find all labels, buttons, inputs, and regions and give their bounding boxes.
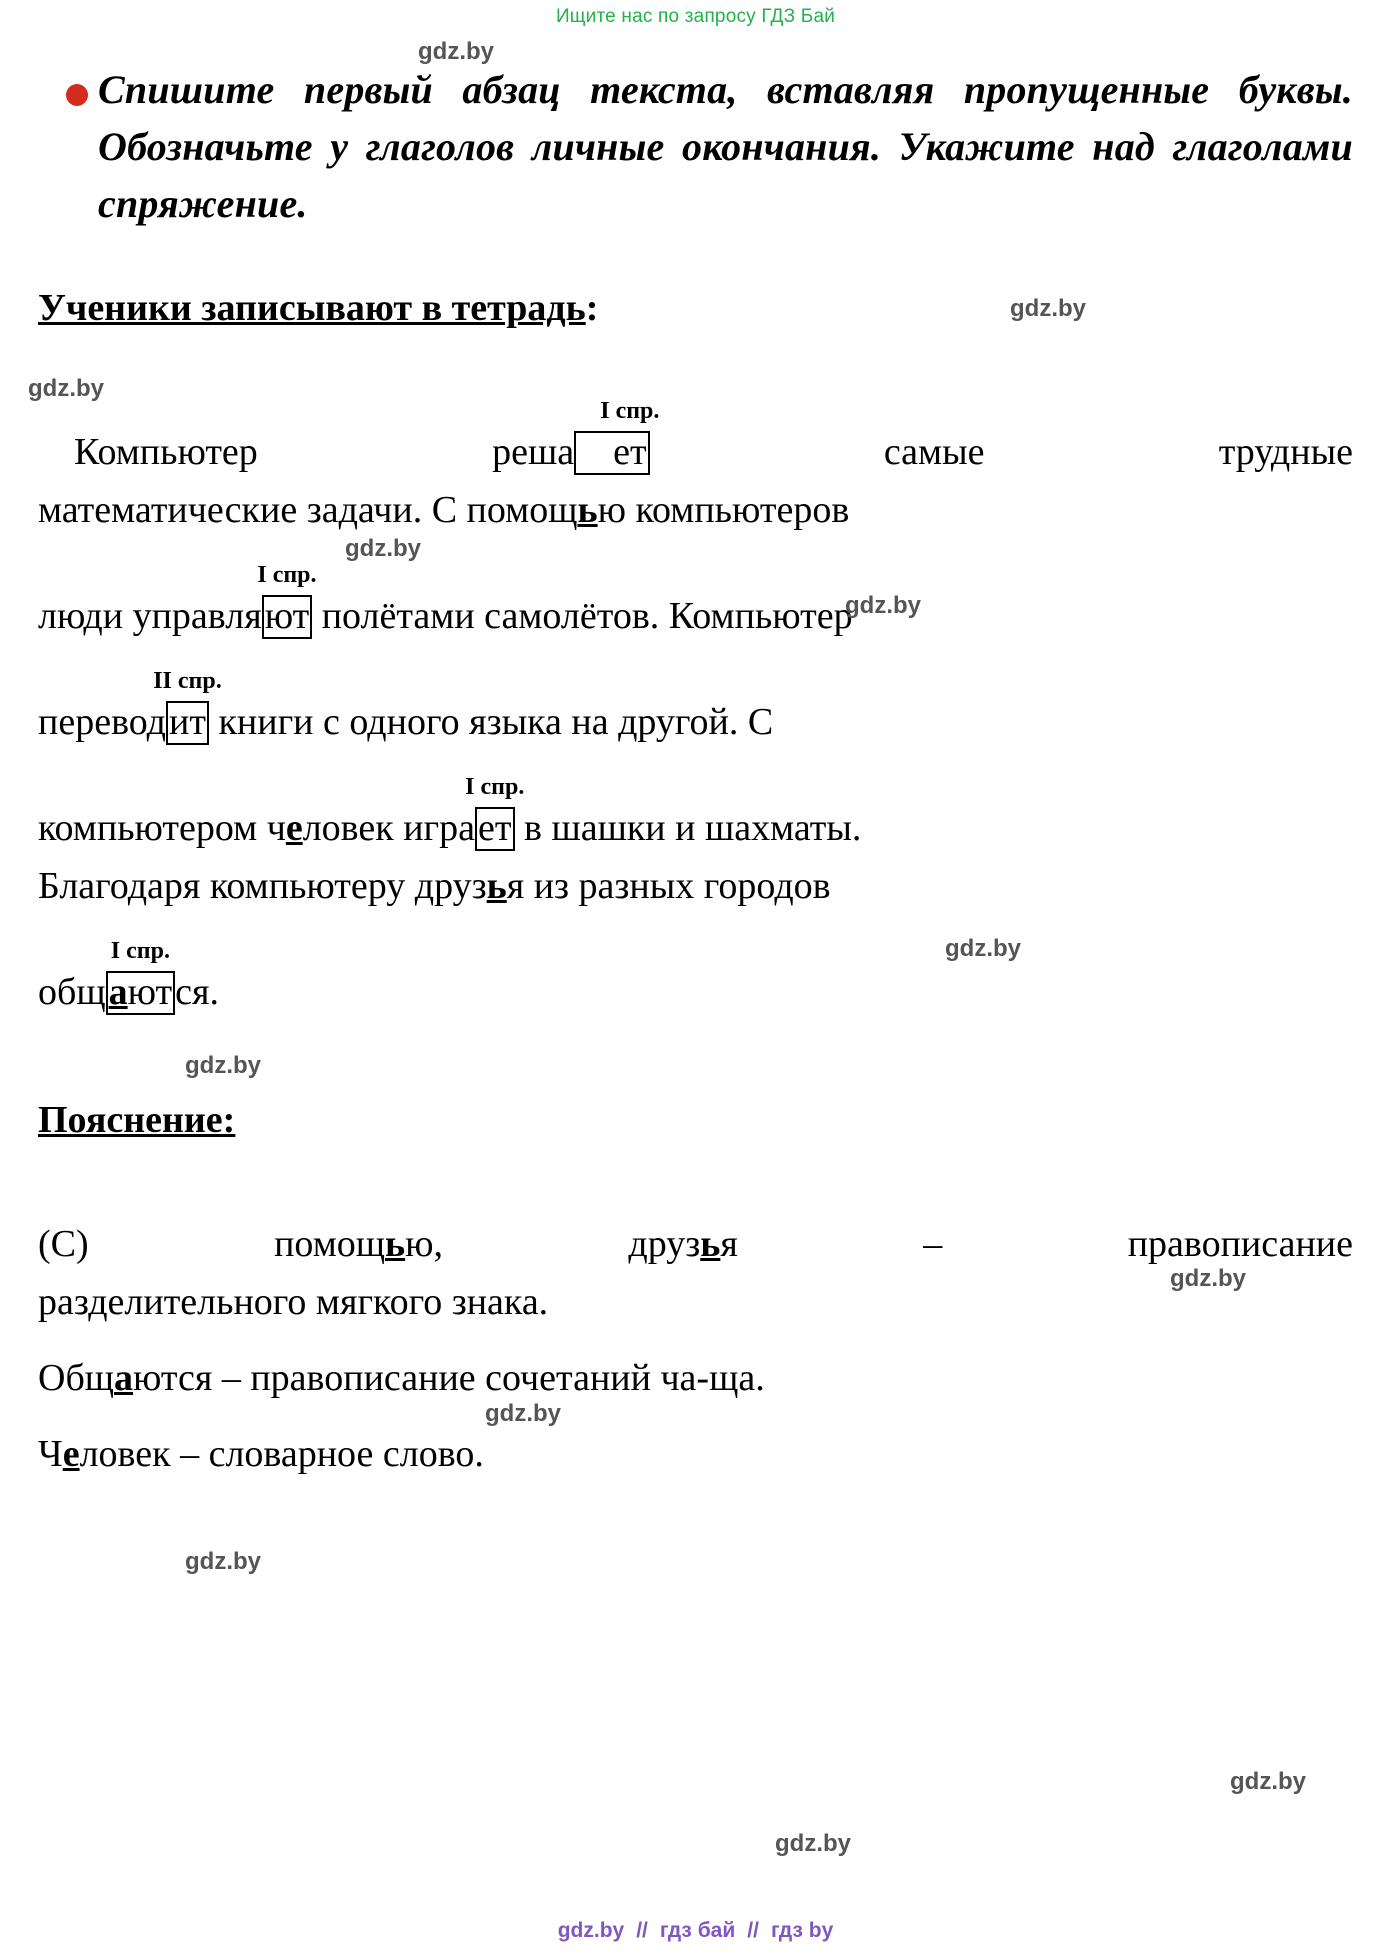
verb-stem: люди управля [38, 595, 262, 638]
explanation-line-4 [38, 1428, 1353, 1482]
explanation-line-1 [38, 1218, 1353, 1272]
footer-item-2[interactable]: гдз бай [659, 1919, 736, 1942]
marked-letter: а [114, 1356, 134, 1399]
task-block [38, 62, 1353, 232]
conjugation-label: II спр. [153, 668, 222, 695]
bullet-icon [66, 84, 88, 106]
explanation-line-2: разделительного мягкого знака. [38, 1281, 549, 1324]
footer-item-1[interactable]: gdz.by [557, 1919, 625, 1942]
answer-word: Компьютер [74, 431, 258, 474]
answer-text: компьютером ч [38, 807, 286, 850]
conjugation-label: I спр. [465, 774, 525, 801]
conjugation-label: I спр. [600, 398, 660, 425]
answer-heading [38, 286, 1353, 330]
explanation-text: помощ [274, 1223, 385, 1266]
marked-letter: ь [385, 1223, 406, 1266]
answer-text: ся. [175, 971, 219, 1014]
explanation-word [628, 1218, 737, 1272]
watermark: gdz.by [1170, 1265, 1246, 1292]
conjugation-label: I спр. [257, 562, 317, 589]
watermark: gdz.by [345, 535, 421, 562]
answer-line-1 [38, 398, 1353, 480]
answer-word: трудные [1218, 431, 1353, 474]
watermark: gdz.by [945, 935, 1021, 962]
explanation-text: друз [628, 1223, 701, 1266]
explanation-text: ловек – словарное слово. [79, 1432, 484, 1475]
answer-line-2 [38, 484, 1353, 538]
answer-text: математические задачи. С помощ [38, 489, 578, 532]
watermark: gdz.by [28, 375, 104, 402]
verb-stem: реша [492, 431, 575, 474]
dash: – [923, 1223, 943, 1266]
verb-ending: ет [613, 431, 647, 474]
answer-line-6 [38, 860, 1353, 914]
verb-ending: ют [264, 595, 310, 638]
verb-stem: ловек игра [302, 807, 476, 850]
answer-heading-label: Ученики записывают в тетрадь [38, 287, 586, 330]
verb-stem: общ [38, 971, 106, 1014]
marked-letter: а [108, 971, 128, 1014]
answer-text: в шашки и шахматы. [524, 807, 862, 850]
site-promo-banner: Ищите нас по запросу ГДЗ Бай [555, 6, 836, 27]
answer-line-5 [38, 774, 1353, 856]
explanation-heading [38, 1098, 1353, 1142]
watermark: gdz.by [485, 1400, 561, 1427]
watermark: gdz.by [775, 1830, 851, 1857]
explanation-text: Ч [38, 1432, 63, 1475]
footer-sep-2: // [747, 1919, 759, 1942]
explanation-text: (С) [38, 1223, 89, 1266]
verb-ending-box [574, 398, 660, 475]
verb-ending-box [106, 938, 176, 1015]
verb-ending: ит [169, 701, 206, 744]
explanation-text: Общ [38, 1356, 115, 1399]
verb-ending-box [257, 562, 317, 639]
explanation-text: я [720, 1223, 738, 1266]
verb-stem: перевод [38, 701, 166, 744]
footer-item-3[interactable]: гдз by [770, 1919, 834, 1942]
explanation-text: ются – правописание сочетаний ча-ща. [133, 1356, 765, 1399]
watermark: gdz.by [1010, 295, 1086, 322]
answer-body [38, 398, 1353, 1020]
task-text: Спишите первый абзац текста, вставляя пропущенные буквы. Обозначьте у глаголов личные окончания. Укажите над глаголами спряжение. [98, 67, 1353, 226]
watermark: gdz.by [845, 592, 921, 619]
marked-letter: ь [700, 1223, 721, 1266]
watermark: gdz.by [1230, 1768, 1306, 1795]
footer-sep-1: // [636, 1919, 648, 1942]
answer-line-3 [38, 562, 1353, 644]
marked-letter: е [285, 807, 303, 850]
watermark: gdz.by [185, 1052, 261, 1079]
conjugation-label: I спр. [110, 938, 170, 965]
answer-text: книги с одного языка на другой. С [218, 701, 774, 744]
verb-ending-box [153, 668, 222, 745]
answer-text: Благодаря компьютеру друз [38, 865, 487, 908]
answer-heading-colon: : [585, 287, 599, 330]
marked-letter: ь [577, 489, 598, 532]
answer-text: ю компьютеров [597, 489, 850, 532]
explanation-word [274, 1218, 443, 1272]
verb-ending-box [465, 774, 525, 851]
marked-letter: е [62, 1432, 80, 1475]
explanation-line-3 [38, 1352, 1353, 1406]
verb-ending: ет [478, 807, 512, 850]
verb-ending: ют [127, 971, 173, 1014]
answer-word: самые [883, 431, 985, 474]
answer-text: полётами самолётов. Компьютер [321, 595, 853, 638]
explanation-text: правописание [1127, 1223, 1353, 1266]
page-footer [0, 1919, 1391, 1943]
answer-line-4 [38, 668, 1353, 750]
explanation-heading-label: Пояснение: [38, 1099, 236, 1142]
marked-letter: ь [486, 865, 507, 908]
explanation-text: ю, [405, 1223, 443, 1266]
answer-verb-1 [456, 398, 660, 480]
watermark: gdz.by [185, 1548, 261, 1575]
explanation-body [38, 1218, 1353, 1482]
watermark: gdz.by [418, 38, 494, 65]
answer-text: я из разных городов [506, 865, 831, 908]
